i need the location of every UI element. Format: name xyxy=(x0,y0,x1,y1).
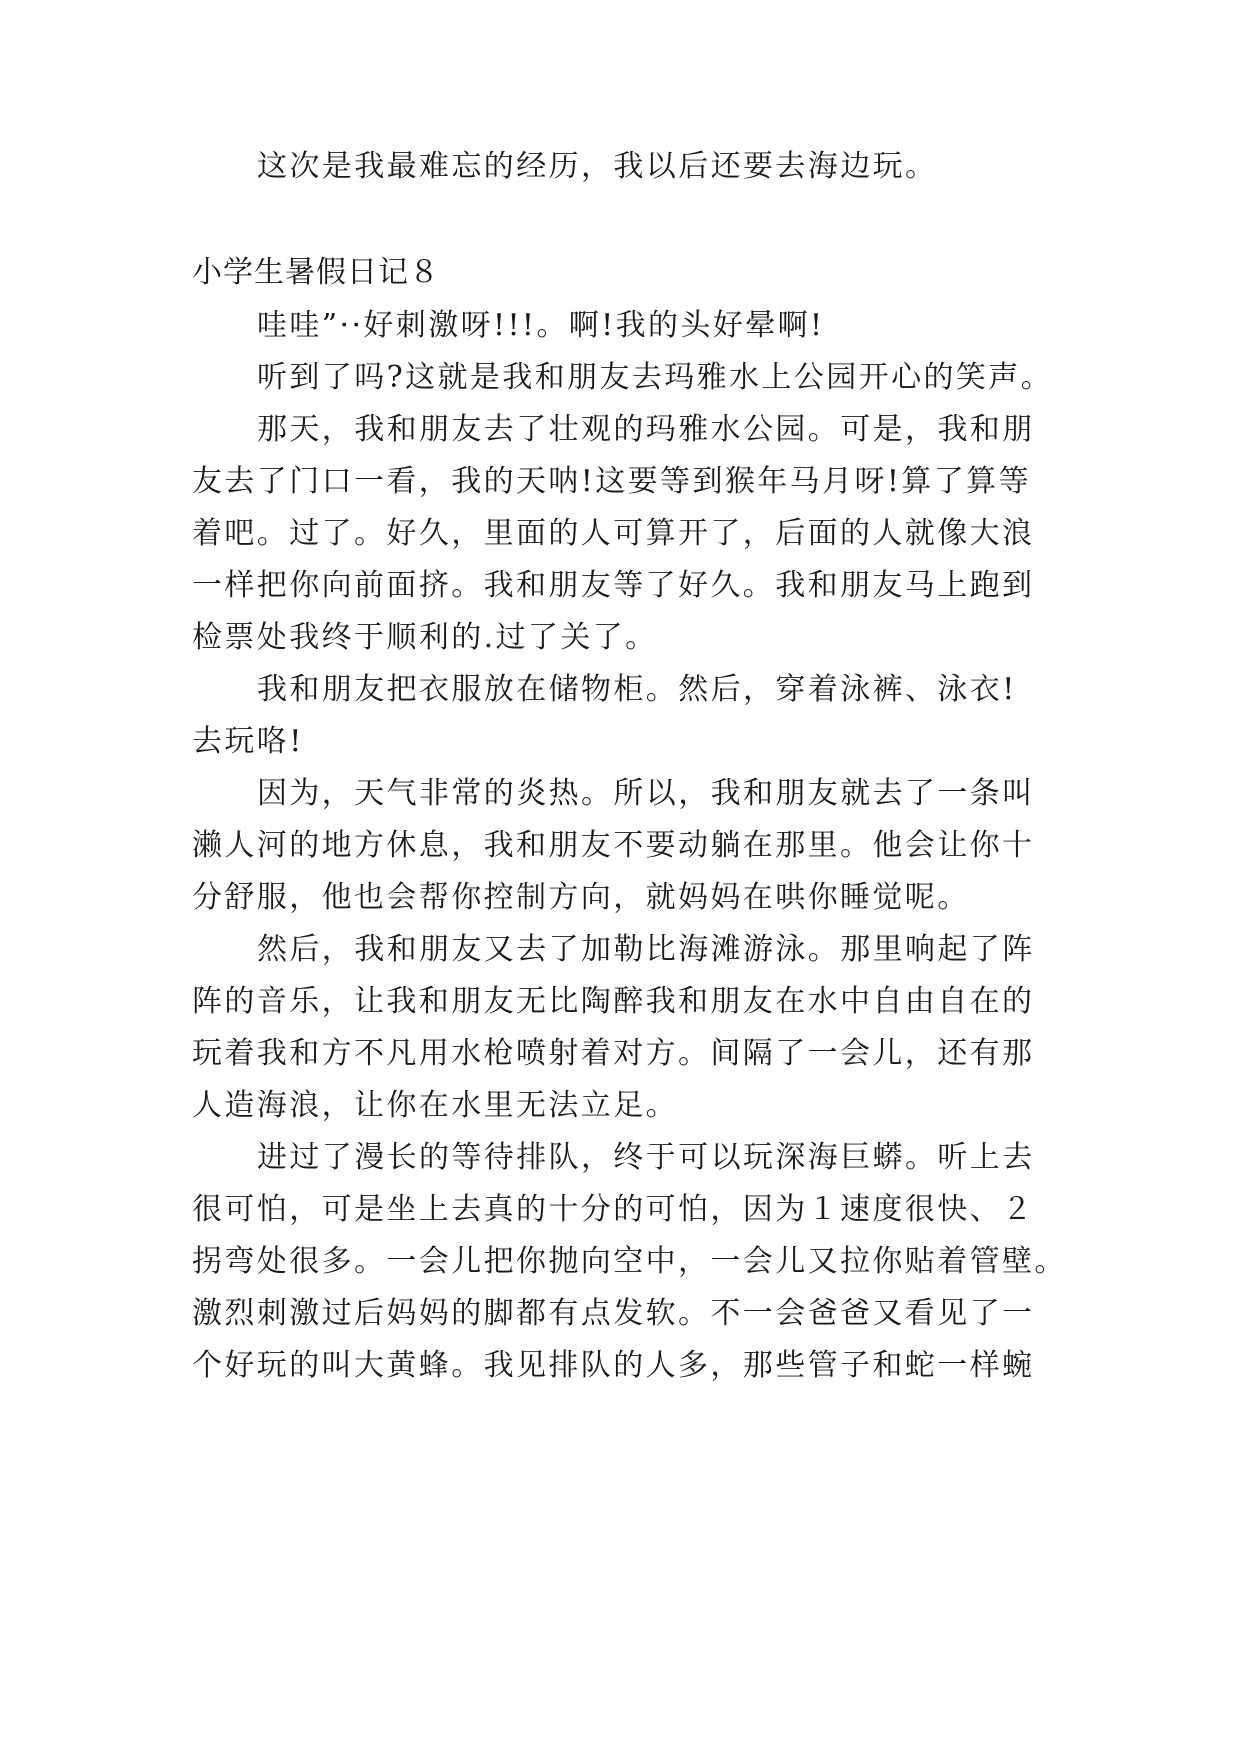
text-line: 那天，我和朋友去了壮观的玛雅水公园。可是，我和朋 xyxy=(257,412,1035,447)
text-line: 阵的音乐，让我和朋友无比陶醉我和朋友在水中自由自在的 xyxy=(192,984,1035,1019)
text-line: 哇哇”··好刺激呀!!!。啊!我的头好晕啊! xyxy=(257,308,825,343)
text-line: 因为，天气非常的炎热。所以，我和朋友就去了一条叫 xyxy=(257,776,1035,811)
text-line: 进过了漫长的等待排队，终于可以玩深海巨蟒。听上去 xyxy=(257,1140,1035,1175)
text-line: 听到了吗?这就是我和朋友去玛雅水上公园开心的笑声。 xyxy=(257,360,1054,395)
text-line: 拐弯处很多。一会儿把你抛向空中，一会儿又拉你贴着管壁。 xyxy=(192,1244,1067,1279)
text-line: 着吧。过了。好久，里面的人可算开了，后面的人就像大浪 xyxy=(192,516,1035,551)
text-line: 友去了门口一看，我的天呐!这要等到猴年马月呀!算了算等 xyxy=(192,464,1031,499)
text-line: 激烈刺激过后妈妈的脚都有点发软。不一会爸爸又看见了一 xyxy=(192,1296,1035,1331)
intro-line: 这次是我最难忘的经历，我以后还要去海边玩。 xyxy=(257,149,938,184)
text-line: 检票处我终于顺利的.过了关了。 xyxy=(192,620,658,655)
text-line: 去玩咯! xyxy=(192,724,304,759)
text-line: 一样把你向前面挤。我和朋友等了好久。我和朋友马上跑到 xyxy=(192,568,1035,603)
text-line: 我和朋友把衣服放在储物柜。然后，穿着泳裤、泳衣! xyxy=(257,672,1017,707)
section-title: 小学生暑假日记８ xyxy=(192,255,440,290)
text-line: 濑人河的地方休息，我和朋友不要动躺在那里。他会让你十 xyxy=(192,828,1035,863)
text-line: 分舒服，他也会帮你控制方向，就妈妈在哄你睡觉呢。 xyxy=(192,880,970,915)
text-line: 很可怕，可是坐上去真的十分的可怕，因为１速度很快、２ xyxy=(192,1192,1035,1227)
text-line: 然后，我和朋友又去了加勒比海滩游泳。那里响起了阵 xyxy=(257,932,1035,967)
text-line: 玩着我和方不凡用水枪喷射着对方。间隔了一会儿，还有那 xyxy=(192,1036,1035,1071)
text-line: 人造海浪，让你在水里无法立足。 xyxy=(192,1088,678,1123)
text-line: 个好玩的叫大黄蜂。我见排队的人多，那些管子和蛇一样蜿 xyxy=(192,1348,1035,1383)
